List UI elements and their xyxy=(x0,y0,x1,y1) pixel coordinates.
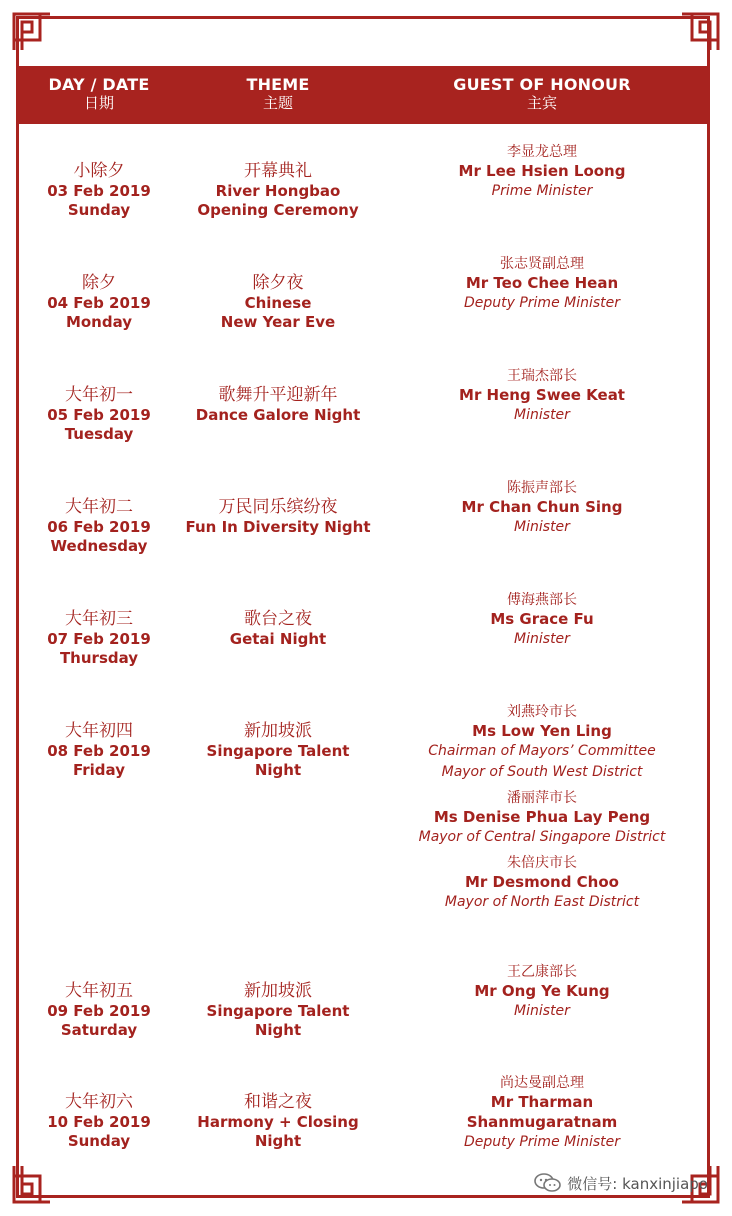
guest-cell xyxy=(374,1074,710,1153)
header-theme xyxy=(182,75,374,113)
header-theme-en: THEME xyxy=(246,75,310,94)
day-zh: 大年初六 xyxy=(65,1092,133,1112)
guest-role: Minister xyxy=(514,1003,570,1019)
theme-en: Singapore Talent Night xyxy=(206,1002,350,1039)
guest-zh: 刘燕玲市长 xyxy=(507,704,577,720)
day-cell xyxy=(16,160,182,220)
date: 10 Feb 2019 xyxy=(47,1113,151,1131)
theme-cell xyxy=(182,496,374,537)
day-cell xyxy=(16,272,182,332)
wechat-watermark xyxy=(533,1172,708,1194)
day-zh: 大年初五 xyxy=(65,981,133,1001)
guest-name: Ms Low Yen Ling xyxy=(472,722,612,740)
guest-name: Ms Denise Phua Lay Peng xyxy=(433,808,651,826)
theme-en: Opening Ceremony xyxy=(197,201,359,219)
theme-zh: 开幕典礼 xyxy=(244,161,312,181)
wechat-icon xyxy=(533,1172,563,1194)
theme-cell xyxy=(182,980,374,1040)
day-cell xyxy=(16,384,182,444)
header-day-zh: 日期 xyxy=(83,94,114,112)
guest-cell xyxy=(374,255,710,314)
guest-role: Prime Minister xyxy=(491,183,593,199)
theme-cell xyxy=(182,384,374,425)
guest-role: Mayor of Central Singapore District xyxy=(418,829,666,845)
theme-en: Fun In Diversity Night xyxy=(185,518,371,536)
header-guest-en: GUEST OF HONOUR xyxy=(453,75,631,94)
weekday: Tuesday xyxy=(64,425,134,443)
guest-role: Minister xyxy=(514,519,570,535)
day-cell xyxy=(16,720,182,780)
guest-name: Shanmugaratnam xyxy=(466,1113,618,1131)
theme-cell xyxy=(182,272,374,332)
guest-role: Deputy Prime Minister xyxy=(463,295,621,311)
theme-cell xyxy=(182,608,374,649)
day-zh: 大年初四 xyxy=(65,721,133,741)
theme-zh: 除夕夜 xyxy=(252,273,304,293)
header-theme-zh: 主题 xyxy=(262,94,293,112)
date: 06 Feb 2019 xyxy=(47,518,151,536)
date: 09 Feb 2019 xyxy=(47,1002,151,1020)
theme-en: River Hongbao xyxy=(215,182,341,200)
day-zh: 大年初一 xyxy=(65,385,133,405)
day-cell xyxy=(16,496,182,556)
theme-en: Singapore Talent Night xyxy=(206,742,350,779)
guest-role: Chairman of Mayors’ Committee xyxy=(428,743,656,759)
guest-name: Mr Chan Chun Sing xyxy=(461,498,623,516)
date: 07 Feb 2019 xyxy=(47,630,151,648)
day-cell xyxy=(16,608,182,668)
guest-cell xyxy=(374,143,710,202)
guest-cell xyxy=(374,591,710,650)
guest-zh: 王瑞杰部长 xyxy=(507,368,577,384)
guest-zh: 李显龙总理 xyxy=(507,144,577,160)
theme-cell xyxy=(182,160,374,220)
theme-en: Getai Night xyxy=(229,630,327,648)
guest-role: Minister xyxy=(514,407,570,423)
date: 05 Feb 2019 xyxy=(47,406,151,424)
theme-zh: 新加坡派 xyxy=(244,721,312,741)
guest-zh: 潘丽萍市长 xyxy=(507,790,577,806)
guest-name: Mr Desmond Choo xyxy=(465,873,619,891)
guest-role: Mayor of South West District xyxy=(441,764,643,780)
theme-en: Dance Galore Night xyxy=(195,406,361,424)
day-zh: 大年初二 xyxy=(65,497,133,517)
date: 04 Feb 2019 xyxy=(47,294,151,312)
weekday: Wednesday xyxy=(50,537,148,555)
day-cell xyxy=(16,1091,182,1151)
day-zh: 大年初三 xyxy=(65,609,133,629)
guest-name: Mr Lee Hsien Loong xyxy=(458,162,626,180)
theme-cell xyxy=(182,720,374,780)
guest-role: Mayor of North East District xyxy=(444,894,640,910)
table-header xyxy=(16,66,710,124)
theme-zh: 歌舞升平迎新年 xyxy=(218,385,338,405)
theme-zh: 万民同乐缤纷夜 xyxy=(218,497,338,517)
guest-cell xyxy=(374,703,710,913)
corner-ornament-icon xyxy=(12,1164,52,1204)
weekday: Friday xyxy=(72,761,125,779)
guest-name: Mr Heng Swee Keat xyxy=(459,386,625,404)
header-day-date xyxy=(16,75,182,113)
guest-cell xyxy=(374,367,710,426)
theme-en: Harmony + Closing Night xyxy=(197,1113,359,1150)
header-guest-zh: 主宾 xyxy=(526,94,557,112)
guest-role: Deputy Prime Minister xyxy=(463,1134,621,1150)
weekday: Monday xyxy=(65,313,133,331)
theme-cell xyxy=(182,1091,374,1151)
theme-en: New Year Eve xyxy=(220,313,336,331)
theme-zh: 歌台之夜 xyxy=(244,609,312,629)
weekday: Saturday xyxy=(60,1021,138,1039)
guest-zh: 尚达曼副总理 xyxy=(500,1075,584,1091)
day-zh: 除夕 xyxy=(82,273,116,293)
guest-name: Mr Teo Chee Hean xyxy=(465,274,619,292)
guest-zh: 傅海燕部长 xyxy=(507,592,577,608)
weekday: Thursday xyxy=(59,649,139,667)
theme-en: Chinese xyxy=(244,294,312,312)
guest-zh: 陈振声部长 xyxy=(507,480,577,496)
date: 03 Feb 2019 xyxy=(47,182,151,200)
watermark-text: 微信号: kanxinjiapo xyxy=(567,1174,708,1193)
theme-zh: 和谐之夜 xyxy=(244,1092,312,1112)
header-guest xyxy=(374,75,710,113)
guest-name: Mr Ong Ye Kung xyxy=(474,982,610,1000)
guest-role: Minister xyxy=(514,631,570,647)
day-cell xyxy=(16,980,182,1040)
guest-name: Mr Tharman xyxy=(490,1093,594,1111)
weekday: Sunday xyxy=(67,201,131,219)
day-zh: 小除夕 xyxy=(73,161,125,181)
guest-cell xyxy=(374,479,710,538)
header-day-en: DAY / DATE xyxy=(48,75,150,94)
guest-cell xyxy=(374,963,710,1022)
corner-ornament-icon xyxy=(12,12,52,52)
corner-ornament-icon xyxy=(680,12,720,52)
guest-name: Ms Grace Fu xyxy=(490,610,594,628)
theme-zh: 新加坡派 xyxy=(244,981,312,1001)
date: 08 Feb 2019 xyxy=(47,742,151,760)
guest-zh: 王乙康部长 xyxy=(507,964,577,980)
guest-zh: 张志贤副总理 xyxy=(500,256,584,272)
guest-zh: 朱倍庆市长 xyxy=(507,855,577,871)
weekday: Sunday xyxy=(67,1132,131,1150)
